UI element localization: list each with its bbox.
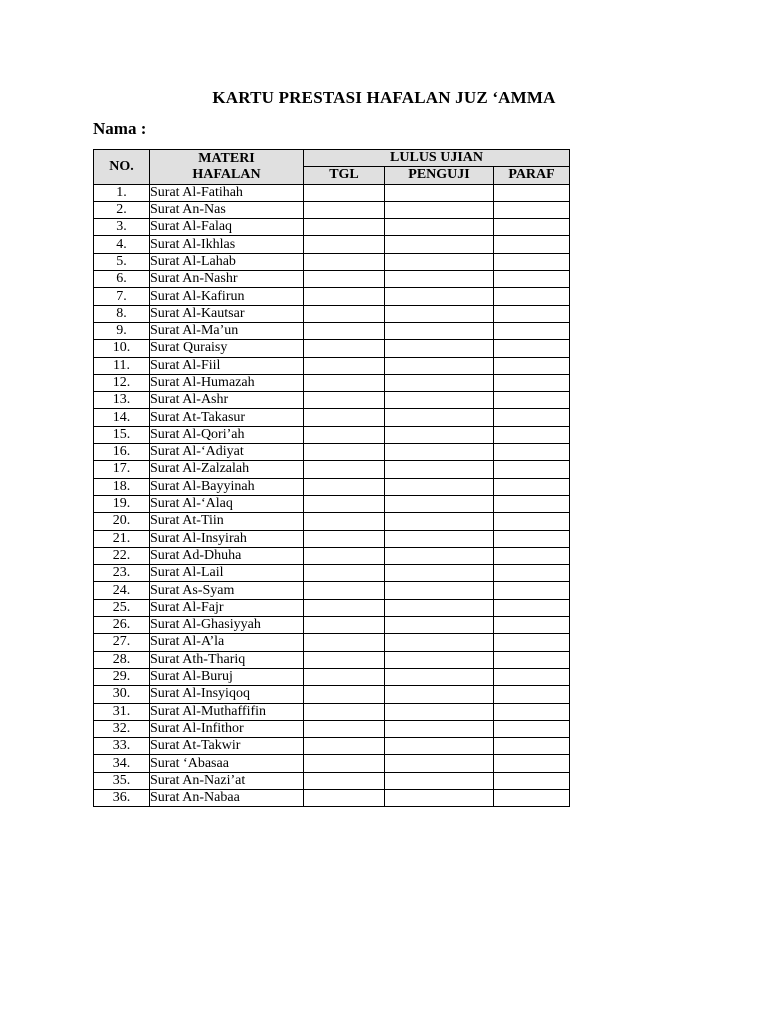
row-paraf-cell[interactable] — [494, 461, 570, 478]
table-row — [94, 322, 570, 339]
row-tgl-cell[interactable] — [304, 305, 385, 322]
row-penguji-cell[interactable] — [385, 617, 494, 634]
table-row — [94, 478, 570, 495]
row-tgl-cell[interactable] — [304, 634, 385, 651]
row-materi: Surat Al-Muthaffifin — [150, 703, 304, 720]
row-materi: Surat Al-Lail — [150, 565, 304, 582]
table-row — [94, 582, 570, 599]
row-paraf-cell[interactable] — [494, 772, 570, 789]
row-materi: Surat Al-Fatihah — [150, 184, 304, 201]
row-no: 11. — [94, 357, 150, 374]
table-row — [94, 461, 570, 478]
row-no: 6. — [94, 271, 150, 288]
row-tgl-cell[interactable] — [304, 530, 385, 547]
row-paraf-cell[interactable] — [494, 271, 570, 288]
row-paraf-cell[interactable] — [494, 703, 570, 720]
row-tgl-cell[interactable] — [304, 495, 385, 512]
row-penguji-cell[interactable] — [385, 426, 494, 443]
row-paraf-cell[interactable] — [494, 322, 570, 339]
row-penguji-cell[interactable] — [385, 772, 494, 789]
row-no: 14. — [94, 409, 150, 426]
row-penguji-cell[interactable] — [385, 686, 494, 703]
table-row — [94, 340, 570, 357]
row-penguji-cell[interactable] — [385, 547, 494, 564]
row-paraf-cell[interactable] — [494, 634, 570, 651]
row-penguji-cell[interactable] — [385, 409, 494, 426]
row-tgl-cell[interactable] — [304, 184, 385, 201]
row-tgl-cell[interactable] — [304, 271, 385, 288]
row-tgl-cell[interactable] — [304, 392, 385, 409]
row-penguji-cell[interactable] — [385, 357, 494, 374]
row-paraf-cell[interactable] — [494, 720, 570, 737]
row-paraf-cell[interactable] — [494, 789, 570, 806]
row-no: 32. — [94, 720, 150, 737]
row-paraf-cell[interactable] — [494, 599, 570, 616]
row-no: 12. — [94, 374, 150, 391]
row-tgl-cell[interactable] — [304, 340, 385, 357]
table-row — [94, 703, 570, 720]
table-row — [94, 271, 570, 288]
row-no: 4. — [94, 236, 150, 253]
row-materi: Surat At-Takwir — [150, 738, 304, 755]
row-penguji-cell[interactable] — [385, 599, 494, 616]
table-row — [94, 374, 570, 391]
row-tgl-cell[interactable] — [304, 236, 385, 253]
row-tgl-cell[interactable] — [304, 668, 385, 685]
row-penguji-cell[interactable] — [385, 513, 494, 530]
row-penguji-cell[interactable] — [385, 738, 494, 755]
row-no: 1. — [94, 184, 150, 201]
header-materi — [150, 150, 304, 185]
row-penguji-cell[interactable] — [385, 634, 494, 651]
row-materi: Surat Ath-Thariq — [150, 651, 304, 668]
row-materi: Surat Al-Lahab — [150, 253, 304, 270]
row-materi: Surat Al-Ikhlas — [150, 236, 304, 253]
row-paraf-cell[interactable] — [494, 305, 570, 322]
row-paraf-cell[interactable] — [494, 392, 570, 409]
row-tgl-cell[interactable] — [304, 219, 385, 236]
row-tgl-cell[interactable] — [304, 582, 385, 599]
row-materi: Surat Al-Buruj — [150, 668, 304, 685]
row-materi: Surat Al-Humazah — [150, 374, 304, 391]
row-no: 10. — [94, 340, 150, 357]
row-penguji-cell[interactable] — [385, 322, 494, 339]
row-materi: Surat Al-‘Adiyat — [150, 444, 304, 461]
table-row — [94, 651, 570, 668]
row-penguji-cell[interactable] — [385, 478, 494, 495]
row-tgl-cell[interactable] — [304, 322, 385, 339]
row-materi: Surat Al-‘Alaq — [150, 495, 304, 512]
table-row — [94, 738, 570, 755]
row-materi: Surat Al-Bayyinah — [150, 478, 304, 495]
row-penguji-cell[interactable] — [385, 288, 494, 305]
table-row — [94, 495, 570, 512]
row-no: 15. — [94, 426, 150, 443]
table-row — [94, 444, 570, 461]
row-penguji-cell[interactable] — [385, 201, 494, 218]
row-penguji-cell[interactable] — [385, 392, 494, 409]
row-paraf-cell[interactable] — [494, 513, 570, 530]
row-paraf-cell[interactable] — [494, 374, 570, 391]
row-materi: Surat Al-Insyiqoq — [150, 686, 304, 703]
row-no: 27. — [94, 634, 150, 651]
row-paraf-cell[interactable] — [494, 547, 570, 564]
row-no: 2. — [94, 201, 150, 218]
row-paraf-cell[interactable] — [494, 357, 570, 374]
row-tgl-cell[interactable] — [304, 426, 385, 443]
row-paraf-cell[interactable] — [494, 444, 570, 461]
table-row — [94, 513, 570, 530]
row-penguji-cell[interactable] — [385, 184, 494, 201]
row-materi: Surat ‘Abasaa — [150, 755, 304, 772]
row-penguji-cell[interactable] — [385, 340, 494, 357]
row-tgl-cell[interactable] — [304, 599, 385, 616]
row-no: 16. — [94, 444, 150, 461]
table-row — [94, 547, 570, 564]
row-materi: Surat Al-A’la — [150, 634, 304, 651]
table-body — [94, 184, 570, 807]
row-penguji-cell[interactable] — [385, 236, 494, 253]
row-tgl-cell[interactable] — [304, 651, 385, 668]
row-penguji-cell[interactable] — [385, 530, 494, 547]
row-tgl-cell[interactable] — [304, 617, 385, 634]
table-row — [94, 772, 570, 789]
row-paraf-cell[interactable] — [494, 253, 570, 270]
row-no: 26. — [94, 617, 150, 634]
row-paraf-cell[interactable] — [494, 409, 570, 426]
row-materi: Surat Al-Fiil — [150, 357, 304, 374]
row-tgl-cell[interactable] — [304, 738, 385, 755]
row-tgl-cell[interactable] — [304, 253, 385, 270]
row-materi: Surat Quraisy — [150, 340, 304, 357]
row-penguji-cell[interactable] — [385, 720, 494, 737]
row-materi: Surat Al-Ashr — [150, 392, 304, 409]
row-paraf-cell[interactable] — [494, 651, 570, 668]
row-tgl-cell[interactable] — [304, 703, 385, 720]
row-no: 31. — [94, 703, 150, 720]
row-tgl-cell[interactable] — [304, 409, 385, 426]
row-paraf-cell[interactable] — [494, 668, 570, 685]
row-materi: Surat Al-Qori’ah — [150, 426, 304, 443]
row-materi: Surat Al-Ma’un — [150, 322, 304, 339]
row-materi: Surat An-Nas — [150, 201, 304, 218]
table-row — [94, 720, 570, 737]
row-tgl-cell[interactable] — [304, 565, 385, 582]
row-no: 23. — [94, 565, 150, 582]
row-paraf-cell[interactable] — [494, 288, 570, 305]
row-materi: Surat At-Tiin — [150, 513, 304, 530]
header-paraf: PARAF — [494, 167, 570, 184]
table-row — [94, 409, 570, 426]
row-materi: Surat Ad-Dhuha — [150, 547, 304, 564]
row-no: 9. — [94, 322, 150, 339]
table-row — [94, 426, 570, 443]
row-no: 20. — [94, 513, 150, 530]
row-tgl-cell[interactable] — [304, 288, 385, 305]
header-tgl: TGL — [304, 167, 385, 184]
row-paraf-cell[interactable] — [494, 738, 570, 755]
row-no: 8. — [94, 305, 150, 322]
row-paraf-cell[interactable] — [494, 236, 570, 253]
row-penguji-cell[interactable] — [385, 565, 494, 582]
row-penguji-cell[interactable] — [385, 668, 494, 685]
row-no: 13. — [94, 392, 150, 409]
row-materi: Surat As-Syam — [150, 582, 304, 599]
row-materi: Surat An-Nabaa — [150, 789, 304, 806]
row-paraf-cell[interactable] — [494, 530, 570, 547]
table-row — [94, 253, 570, 270]
row-no: 18. — [94, 478, 150, 495]
row-tgl-cell[interactable] — [304, 461, 385, 478]
row-materi: Surat Al-Fajr — [150, 599, 304, 616]
row-no: 19. — [94, 495, 150, 512]
row-penguji-cell[interactable] — [385, 271, 494, 288]
row-no: 30. — [94, 686, 150, 703]
row-tgl-cell[interactable] — [304, 478, 385, 495]
row-penguji-cell[interactable] — [385, 374, 494, 391]
table-row — [94, 357, 570, 374]
row-no: 24. — [94, 582, 150, 599]
row-paraf-cell[interactable] — [494, 184, 570, 201]
hafalan-table — [93, 149, 570, 807]
table-row — [94, 288, 570, 305]
row-tgl-cell[interactable] — [304, 201, 385, 218]
row-no: 17. — [94, 461, 150, 478]
header-penguji: PENGUJI — [385, 167, 494, 184]
row-paraf-cell[interactable] — [494, 340, 570, 357]
header-no: NO. — [94, 150, 150, 185]
table-row — [94, 634, 570, 651]
row-tgl-cell[interactable] — [304, 444, 385, 461]
row-no: 28. — [94, 651, 150, 668]
row-tgl-cell[interactable] — [304, 755, 385, 772]
row-paraf-cell[interactable] — [494, 219, 570, 236]
row-paraf-cell[interactable] — [494, 478, 570, 495]
row-no: 7. — [94, 288, 150, 305]
row-paraf-cell[interactable] — [494, 201, 570, 218]
row-tgl-cell[interactable] — [304, 357, 385, 374]
row-paraf-cell[interactable] — [494, 755, 570, 772]
row-paraf-cell[interactable] — [494, 495, 570, 512]
row-paraf-cell[interactable] — [494, 617, 570, 634]
row-tgl-cell[interactable] — [304, 374, 385, 391]
header-row-1 — [94, 150, 570, 167]
row-penguji-cell[interactable] — [385, 305, 494, 322]
row-materi: Surat An-Nashr — [150, 271, 304, 288]
row-paraf-cell[interactable] — [494, 686, 570, 703]
row-tgl-cell[interactable] — [304, 772, 385, 789]
header-lulus-ujian: LULUS UJIAN — [304, 150, 570, 167]
row-tgl-cell[interactable] — [304, 513, 385, 530]
row-no: 29. — [94, 668, 150, 685]
row-materi: Surat An-Nazi’at — [150, 772, 304, 789]
table-row — [94, 789, 570, 806]
table-row — [94, 686, 570, 703]
row-materi: Surat At-Takasur — [150, 409, 304, 426]
table-row — [94, 219, 570, 236]
nama-label: Nama : — [93, 119, 147, 138]
row-penguji-cell[interactable] — [385, 755, 494, 772]
row-materi: Surat Al-Falaq — [150, 219, 304, 236]
row-no: 36. — [94, 789, 150, 806]
row-paraf-cell[interactable] — [494, 426, 570, 443]
table-row — [94, 617, 570, 634]
row-penguji-cell[interactable] — [385, 789, 494, 806]
row-penguji-cell[interactable] — [385, 444, 494, 461]
row-materi: Surat Al-Ghasiyyah — [150, 617, 304, 634]
row-tgl-cell[interactable] — [304, 686, 385, 703]
row-materi: Surat Al-Infithor — [150, 720, 304, 737]
row-no: 25. — [94, 599, 150, 616]
row-no: 3. — [94, 219, 150, 236]
row-penguji-cell[interactable] — [385, 651, 494, 668]
row-no: 21. — [94, 530, 150, 547]
row-paraf-cell[interactable] — [494, 565, 570, 582]
table-row — [94, 392, 570, 409]
row-materi: Surat Al-Insyirah — [150, 530, 304, 547]
table-row — [94, 565, 570, 582]
header-materi-line2: HAFALAN — [192, 166, 261, 182]
table-row — [94, 599, 570, 616]
row-tgl-cell[interactable] — [304, 720, 385, 737]
row-no: 35. — [94, 772, 150, 789]
table-row — [94, 184, 570, 201]
row-penguji-cell[interactable] — [385, 253, 494, 270]
row-no: 22. — [94, 547, 150, 564]
row-no: 34. — [94, 755, 150, 772]
table-row — [94, 305, 570, 322]
page-title: KARTU PRESTASI HAFALAN JUZ ‘AMMA — [212, 88, 556, 107]
table-row — [94, 201, 570, 218]
row-materi: Surat Al-Kafirun — [150, 288, 304, 305]
table-row — [94, 755, 570, 772]
row-penguji-cell[interactable] — [385, 703, 494, 720]
row-materi: Surat Al-Kautsar — [150, 305, 304, 322]
row-materi: Surat Al-Zalzalah — [150, 461, 304, 478]
row-paraf-cell[interactable] — [494, 582, 570, 599]
row-penguji-cell[interactable] — [385, 219, 494, 236]
row-penguji-cell[interactable] — [385, 461, 494, 478]
row-tgl-cell[interactable] — [304, 547, 385, 564]
row-tgl-cell[interactable] — [304, 789, 385, 806]
row-penguji-cell[interactable] — [385, 495, 494, 512]
table-row — [94, 668, 570, 685]
table-row — [94, 530, 570, 547]
header-materi-line1: MATERI — [198, 150, 255, 166]
table-row — [94, 236, 570, 253]
row-penguji-cell[interactable] — [385, 582, 494, 599]
row-no: 33. — [94, 738, 150, 755]
row-no: 5. — [94, 253, 150, 270]
